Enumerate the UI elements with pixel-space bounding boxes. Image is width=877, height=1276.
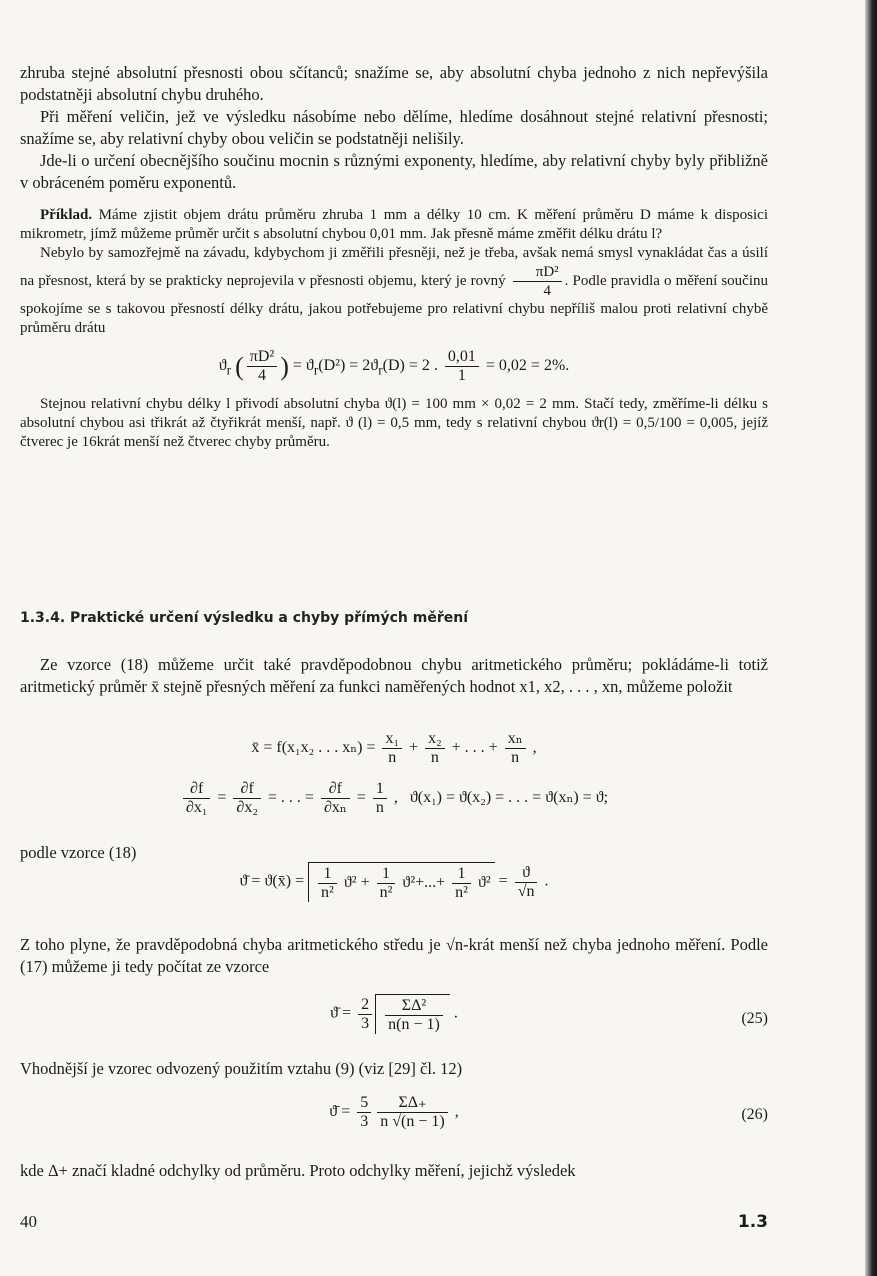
section-heading: 1.3.4. Praktické určení výsledku a chyby přímých měření bbox=[20, 610, 468, 626]
equation-relative-error: $ϑ_r$ ( $\frac{\text{πD²}}{4}$ ) = $ϑ_r(D^2) = 2ϑ_r(D) = 2$ . $\frac{0,01}{1}$ = 0,02 = 2%. bbox=[218, 348, 570, 384]
example-block bbox=[20, 206, 768, 452]
example-text: Máme zjistit objem drátu průměru zhruba 1 mm a délky 10 cm. K měření průměru D máme k disposici mikrometr, jímž můžeme průměr určit s absolutní chybou 0,01 mm. Jak přesně máme změřit délku drátu l? bbox=[20, 207, 768, 242]
podle-vzorce: podle vzorce (18) bbox=[20, 843, 137, 862]
equation-number-26: (26) bbox=[741, 1106, 768, 1123]
equation-mean-error: ϑ̄ = ϑ(x̄) = $\frac{1}{\text{n²}}$ ϑ² + $\frac{1}{\text{n²}}$ ϑ²+...+ $\frac{1}{\text{n²}}$ ϑ² = $\frac{ϑ}{√n}$ . bbox=[239, 863, 549, 901]
paragraph-5: Z toho plyne, že pravděpodobná chyba aritmetického středu je √n-krát menší než chyba jednoho měření. Podle (17) můžeme ji tedy počítat ze vzorce bbox=[20, 935, 768, 976]
page-footer bbox=[20, 1212, 768, 1232]
equation-partials: $\frac{\partial f}{\text{∂x₁}}$ = $\frac{\partial f}{\text{∂x₂}}$ = . . . = $\frac{\partial f}{\text{∂xₙ}}$ = $\frac{1}{n}$ , ϑ(x₁) = ϑ(x₂) = . . . = ϑ(xₙ) = ϑ; bbox=[20, 780, 768, 817]
equation-mean: x̄ = f(x₁x₂ . . . xₙ) = $\frac{\text{x₁}}{n}$ + $\frac{\text{x₂}}{n}$ + . . . + $\frac{\text{xₙ}}{n}$ , bbox=[251, 730, 537, 766]
paragraph-3: Jde-li o určení obecnějšího součinu mocnin s různými exponenty, hledíme, aby relativní chyby byly přibližně v obráceném poměru exponentů. bbox=[20, 151, 768, 192]
formula-volume: $\frac{\text{πD²}}{4}$ bbox=[513, 263, 562, 300]
example-label: Příklad. bbox=[40, 207, 93, 223]
section-reference: 1.3 bbox=[737, 1212, 768, 1232]
paragraph-1: zhruba stejné absolutní přesnosti obou sčítanců; snažíme se, aby absolutní chyba jednoho z nich nepřevýšila podstatněji absolutní chybu druhého. bbox=[20, 63, 768, 104]
equation-number-25: (25) bbox=[741, 1010, 768, 1027]
paragraph-2: Při měření veličin, jež ve výsledku násobíme nebo dělíme, hledíme dosáhnout stejné relativní přesnosti; snažíme se, aby relativní chyby obou veličin se podstatněji nelišily. bbox=[20, 107, 768, 148]
page-content bbox=[20, 62, 768, 452]
page-number: 40 bbox=[20, 1212, 37, 1231]
paragraph-6: Vhodnější je vzorec odvozený použitím vztahu (9) (viz [29] čl. 12) bbox=[20, 1059, 463, 1078]
paragraph-7: kde Δ+ značí kladné odchylky od průměru. Proto odchylky měření, jejichž výsledek bbox=[20, 1161, 576, 1180]
paragraph-4: Ze vzorce (18) můžeme určit také pravděpodobnou chybu aritmetického průměru; pokládáme-li totiž aritmetický průměr x̄ stejně přesných měření za funkci naměřených hodnot x1, x2, . . . , xn, můžeme položit bbox=[20, 655, 768, 696]
page-edge-shadow bbox=[865, 0, 877, 1276]
example-text-2b: . Podle pravidla o měření součinu spokojíme se s takovou přesností délky drátu, jakou potřebujeme pro relativní chybu nepříliš malou proti relativní chybě průměru drátu bbox=[20, 272, 768, 336]
example-text-2a: Nebylo by samozřejmě na závadu, kdybychom ji změřili přesněji, než je třeba, avšak nemá smysl vynakládat čas a úsilí na přesnost, která by se prakticky neprojevila v přesnosti objemu, který je rovný bbox=[20, 245, 768, 289]
example-text-3: Stejnou relativní chybu délky l přivodí absolutní chyba ϑ(l) = 100 mm × 0,02 = 2 mm. Stačí tedy, změříme-li délku s absolutní chybou asi třikrát až čtyřikrát menší, např. ϑ (l) = 0,5 mm, tedy s relativní chybou ϑr(l) = 0,5/100 = 0,005, jejíž čtverec je 16krát menší než čtverec chyby průměru. bbox=[20, 396, 768, 450]
equation-26: ϑ̄ = $\frac{5}{3}$ $\frac{\Sigma\Delta_+}{n √(n - 1)}$ , bbox=[329, 1094, 459, 1130]
equation-25: ϑ̄ = $\frac{2}{3}$ $\frac{\text{ΣΔ²}}{n(n - 1)}$ . bbox=[330, 995, 458, 1033]
